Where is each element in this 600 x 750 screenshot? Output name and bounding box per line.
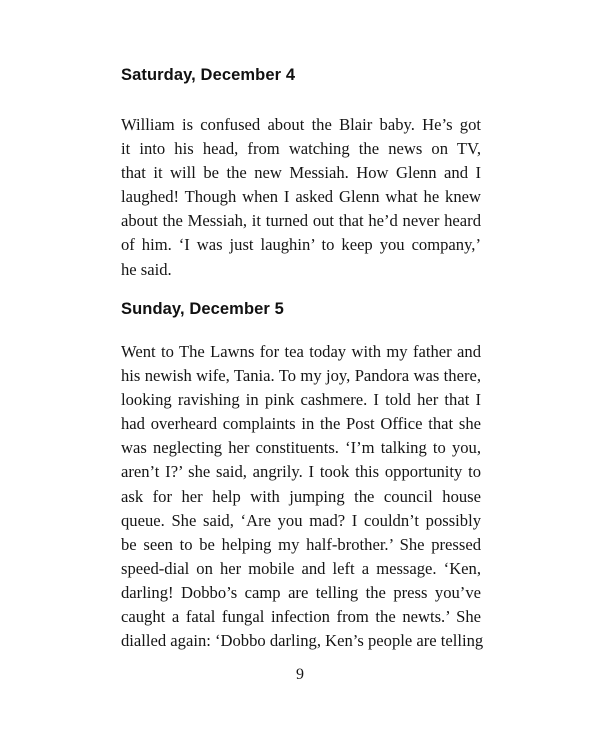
body-line: he said. (121, 259, 172, 279)
body-line: ask for her help with jumping the council house (121, 486, 481, 506)
entry-body-saturday (121, 113, 481, 282)
body-line: speed-dial on her mobile and left a message. ‘Ken, (121, 558, 481, 578)
body-line: caught a fatal fungal infection from the newts.’ She (121, 607, 481, 627)
page-number: 9 (296, 666, 304, 683)
body-line: William is confused about the Blair baby. He’s got (121, 115, 481, 134)
body-line: about the Messiah, it turned out that he’d never heard (121, 211, 481, 231)
body-line: aren’t I?’ she said, angrily. I took this opportunity to (121, 462, 481, 482)
body-line: Went to The Lawns for tea today with my father and (121, 342, 481, 361)
entry-body-sunday (121, 340, 484, 653)
body-line: had overheard complaints in the Post Office that she (121, 414, 481, 434)
body-line: laughed! Though when I asked Glenn what he knew (121, 187, 481, 207)
body-line: his newish wife, Tania. To my joy, Pandora was there, (121, 366, 481, 386)
body-line: was neglecting her constituents. ‘I’m talking to you, (121, 438, 481, 458)
body-line: darling! Dobbo’s camp are telling the press you’ve (121, 582, 481, 602)
body-line: it into his head, from watching the news on TV, (121, 139, 481, 159)
body-line: dialled again: ‘Dobbo darling, Ken’s people are telling (121, 631, 484, 651)
body-line: be seen to be helping my half-brother.’ She pressed (121, 534, 481, 554)
body-line: queue. She said, ‘Are you mad? I couldn’t possibly (121, 510, 481, 530)
entry-heading-sunday: Sunday, December 5 (121, 300, 284, 318)
body-line: that it will be the new Messiah. How Glenn and I (121, 163, 481, 183)
entry-heading-saturday: Saturday, December 4 (121, 66, 296, 84)
body-line: looking ravishing in pink cashmere. I told her that I (121, 390, 481, 410)
body-line: of him. ‘I was just laughin’ to keep you company,’ (121, 235, 481, 255)
